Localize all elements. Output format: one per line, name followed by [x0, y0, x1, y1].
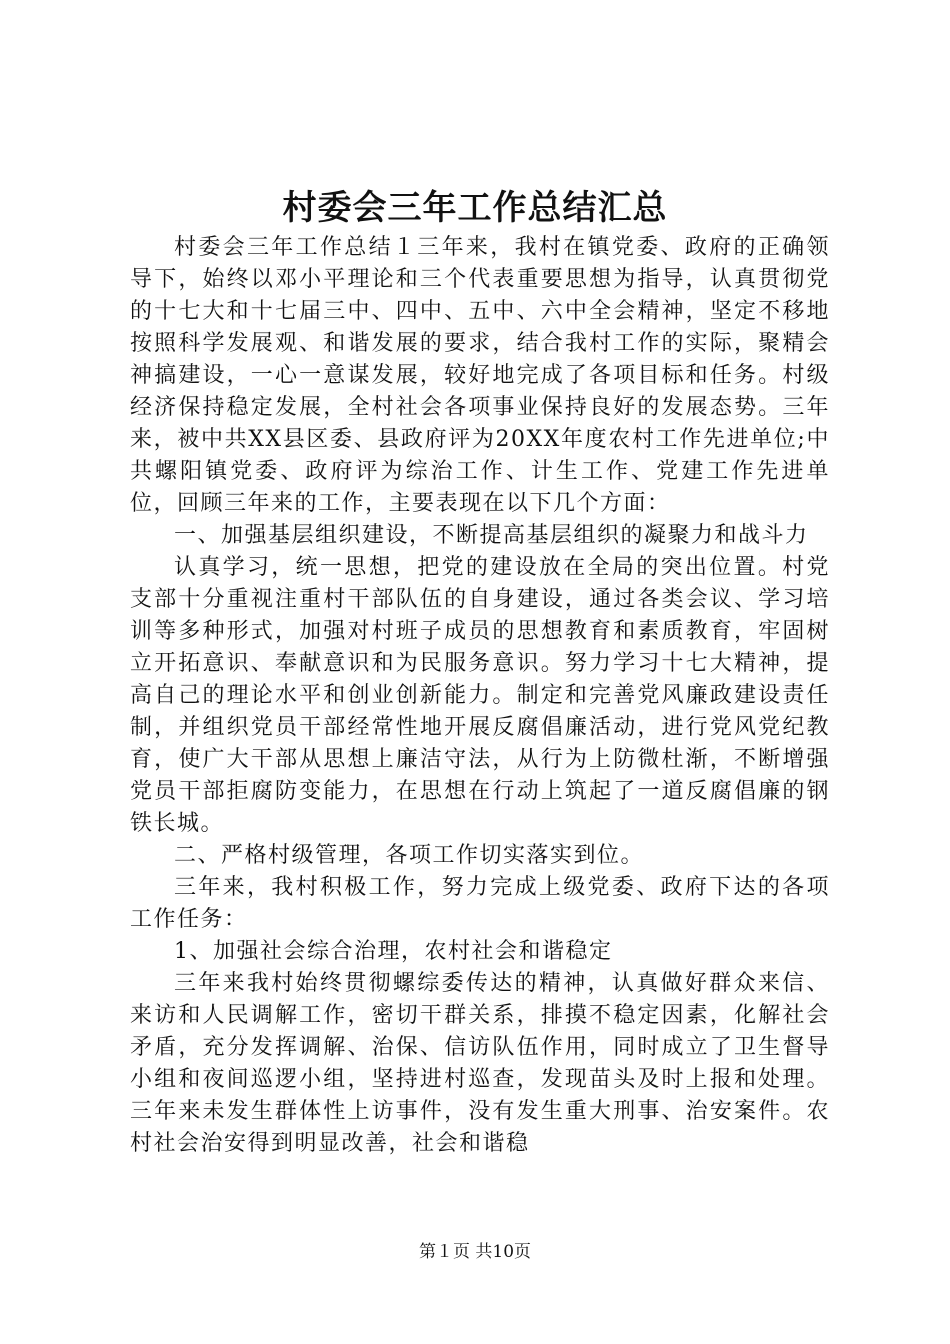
- paragraph-section-2-intro: 三年来，我村积极工作，努力完成上级党委、政府下达的各项工作任务：: [130, 875, 830, 932]
- heading-section-2: 二、严格村级管理，各项工作切实落实到位。: [174, 843, 645, 868]
- page-number-footer: 第１页 共10页: [418, 1242, 532, 1262]
- document-body: [130, 232, 830, 1160]
- heading-section-1: 一、加强基层组织建设，不断提高基层组织的凝聚力和战斗力: [174, 523, 809, 548]
- paragraph-subsection-1: 三年来我村始终贯彻螺综委传达的精神，认真做好群众来信、来访和人民调解工作，密切干群关系，排摸不稳定因素，化解社会矛盾，充分发挥调解、治保、信访队伍作用，同时成立了卫生督导小组和夜间巡逻小组，坚持进村巡查，发现苗头及时上报和处理。三年来未发生群体性上访事件，没有发生重大刑事、治安案件。农村社会治安得到明显改善，社会和谐稳: [130, 971, 830, 1156]
- paragraph-intro: 村委会三年工作总结１三年来，我村在镇党委、政府的正确领导下，始终以邓小平理论和三个代表重要思想为指导，认真贯彻党的十七大和十七届三中、四中、五中、六中全会精神，坚定不移地按照科学发展观、和谐发展的要求，结合我村工作的实际，聚精会神搞建设，一心一意谋发展，较好地完成了各项目标和任务。村级经济保持稳定发展，全村社会各项事业保持良好的发展态势。三年来，被中共XX县区委、县政府评为20XX年度农村工作先进单位;中共螺阳镇党委、政府评为综治工作、计生工作、党建工作先进单位，回顾三年来的工作，主要表现在以下几个方面：: [130, 235, 830, 516]
- document-title: 村委会三年工作总结汇总: [282, 188, 668, 228]
- heading-subsection-1: 1、加强社会综合治理，农村社会和谐稳定: [174, 939, 613, 964]
- paragraph-section-1: 认真学习，统一思想，把党的建设放在全局的突出位置。村党支部十分重视注重村干部队伍的自身建设，通过各类会议、学习培训等多种形式，加强对村班子成员的思想教育和素质教育，牢固树立开拓意识、奉献意识和为民服务意识。努力学习十七大精神，提高自己的理论水平和创业创新能力。制定和完善党风廉政建设责任制，并组织党员干部经常性地开展反腐倡廉活动，进行党风党纪教育，使广大干部从思想上廉洁守法，从行为上防微杜渐，不断增强党员干部拒腐防变能力，在思想在行动上筑起了一道反腐倡廉的钢铁长城。: [130, 555, 830, 836]
